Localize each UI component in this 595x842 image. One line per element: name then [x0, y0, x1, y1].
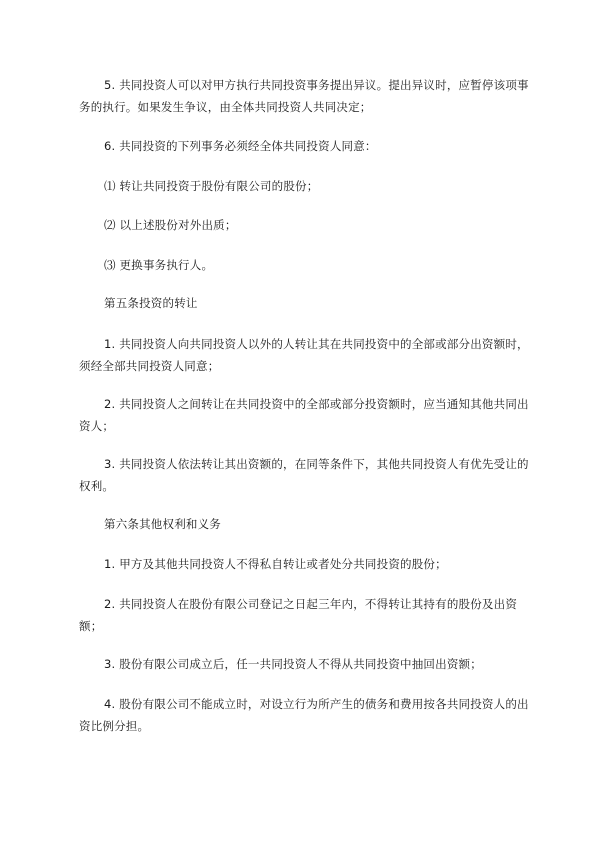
- clause-5-objection: 5. 共同投资人可以对甲方执行共同投资事务提出异议。提出异议时，应暂停该项事务的执行。如果发生争议，由全体共同投资人共同决定；: [79, 78, 529, 114]
- article-6-clause-4: 4. 股份有限公司不能成立时，对设立行为所产生的债务和费用按各共同投资人的出资比例分担。: [79, 697, 529, 733]
- article-5-clause-2: 2. 共同投资人之间转让在共同投资中的全部或部分投资额时，应当通知其他共同出资人；: [79, 397, 529, 433]
- clause-6-item-1: ⑴ 转让共同投资于股份有限公司的股份；: [104, 179, 319, 193]
- article-5-clause-1: 1. 共同投资人向共同投资人以外的人转让其在共同投资中的全部或部分出资额时，须经全部共同投资人同意；: [79, 337, 529, 373]
- article-5-clause-3: 3. 共同投资人依法转让其出资额的，在同等条件下，其他共同投资人有优先受让的权利。: [79, 457, 529, 493]
- article-6-clause-3: 3. 股份有限公司成立后，任一共同投资人不得从共同投资中抽回出资额；: [104, 657, 482, 671]
- article-5-heading: 第五条投资的转让: [104, 296, 198, 310]
- clause-6-unanimous-consent: 6. 共同投资的下列事务必须经全体共同投资人同意：: [104, 139, 377, 153]
- article-6-clause-2: 2. 共同投资人在股份有限公司登记之日起三年内，不得转让其持有的股份及出资额；: [79, 597, 518, 633]
- clause-6-item-3: ⑶ 更换事务执行人。: [104, 258, 214, 272]
- article-6-clause-1: 1. 甲方及其他共同投资人不得私自转让或者处分共同投资的股份；: [104, 557, 447, 571]
- clause-6-item-2: ⑵ 以上述股份对外出质；: [104, 218, 237, 232]
- article-6-heading: 第六条其他权利和义务: [104, 517, 221, 531]
